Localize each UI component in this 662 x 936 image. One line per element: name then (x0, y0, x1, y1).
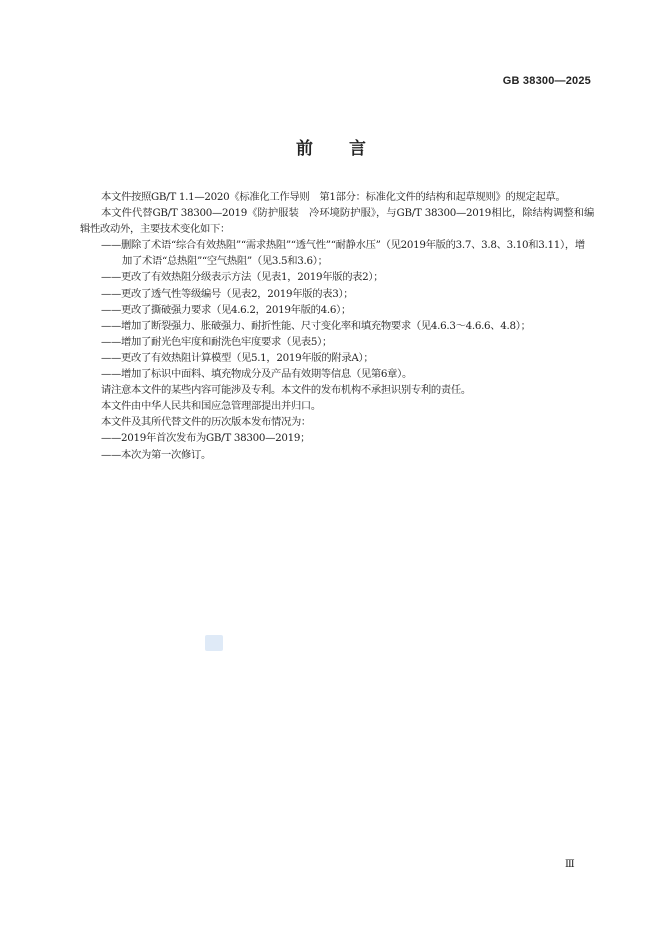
change-item: ——增加了标识中面料、填充物成分及产品有效期等信息（见第6章）。 (101, 368, 413, 381)
paragraph-drafting-rules: 本文件按照GB/T 1.1—2020《标准化工作导则 第1部分：标准化文件的结构和起草规则》的规定起草。 (101, 191, 566, 203)
change-item: ——增加了断裂强力、胀破强力、耐折性能、尺寸变化率和填充物要求（见4.6.3～4.6.6、4.8）； (101, 319, 531, 332)
paragraph-replacement-statement: 本文件代替GB/T 38300—2019《防护服装 冷环境防护服》，与GB/T 38300—2019相比，除结构调整和编辑性改动外，主要技术变化如下： (80, 207, 594, 236)
document-code: GB 38300—2025 (502, 75, 591, 87)
change-item: ——更改了撕破强力要求（见4.6.2，2019年版的4.6）； (101, 303, 351, 316)
change-item: ——更改了透气性等级编号（见表2，2019年版的表3）； (101, 287, 354, 300)
change-item: ——更改了有效热阻分级表示方法（见表1，2019年版的表2）； (101, 271, 384, 284)
paragraph-proposer: 本文件由中华人民共和国应急管理部提出并归口。 (101, 400, 321, 413)
faint-watermark-mark (205, 635, 223, 651)
paragraph-patent-notice: 请注意本文件的某些内容可能涉及专利。本文件的发布机构不承担识别专利的责任。 (101, 384, 471, 397)
change-item: ——更改了有效热阻计算模型（见5.1，2019年版的附录A）； (101, 351, 374, 364)
page-number: Ⅲ (565, 859, 575, 870)
history-item: ——本次为第一次修订。 (101, 448, 211, 461)
page-title: 前言 (296, 139, 402, 159)
history-item: ——2019年首次发布为GB/T 38300—2019； (101, 432, 311, 445)
foreword-body (80, 189, 594, 463)
paragraph-history-intro: 本文件及其所代替文件的历次版本发布情况为： (101, 416, 311, 429)
change-item: ——删除了术语“综合有效热阻”“需求热阻”“透气性”“耐静水压”（见2019年版的3.7、3.8、3.10和3.11），增加了术语“总热阻”“空气热阻”（见3.5和3.6）； (101, 239, 585, 268)
change-item: ——增加了耐光色牢度和耐洗色牢度要求（见表5）； (101, 335, 333, 348)
